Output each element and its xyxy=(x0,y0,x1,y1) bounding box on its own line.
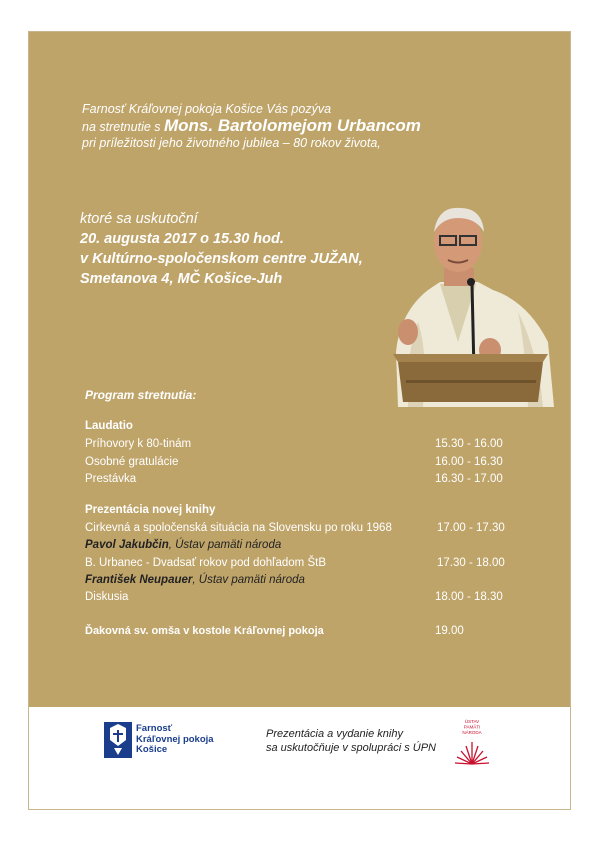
parish-crest-icon xyxy=(104,722,132,758)
program-title: Program stretnutia: xyxy=(85,388,197,402)
event-venue: v Kultúrno-spoločenskom centre JUŽAN, xyxy=(80,251,363,267)
upn-logo-line: PAMÄTI xyxy=(463,724,481,730)
program-item-label: Ďakovná sv. omša v kostole Kráľovnej pokoja xyxy=(85,625,324,637)
program-item-label: B. Urbanec - Dvadsať rokov pod dohľadom ŠtB xyxy=(85,557,326,569)
speaker-name: František Neupauer xyxy=(85,574,193,586)
program-row xyxy=(85,537,515,553)
program-row xyxy=(85,436,515,452)
parish-logo-line: Košice xyxy=(136,744,168,755)
upn-logo xyxy=(448,716,496,768)
program-item-label: Laudatio xyxy=(85,420,133,432)
program-item-time: 19.00 xyxy=(435,625,464,637)
program-row xyxy=(85,454,515,470)
program-row xyxy=(85,623,515,639)
program-item-label: Cirkevná a spoločenská situácia na Slovensku po roku 1968 xyxy=(85,522,392,534)
intro-line-1: Farnosť Kráľovnej pokoja Košice Vás pozýva xyxy=(82,102,332,116)
upn-flame-icon xyxy=(455,742,489,764)
program-row xyxy=(85,572,515,588)
event-date: 20. augusta 2017 o 15.30 hod. xyxy=(80,231,284,247)
speaker-org: , Ústav pamäti národa xyxy=(168,539,282,551)
program-item-time: 17.00 - 17.30 xyxy=(437,522,505,534)
footer-note-line-2: sa uskutočňuje v spolupráci s ÚPN xyxy=(266,742,436,754)
intro-line-2 xyxy=(82,115,552,136)
program-row xyxy=(85,555,515,571)
program-item-time: 15.30 - 16.00 xyxy=(435,438,503,450)
parish-logo-text xyxy=(136,724,214,756)
program-item-label: Prestávka xyxy=(85,473,137,485)
program-item-time: 17.30 - 18.00 xyxy=(437,557,505,569)
speaker-name: Pavol Jakubčin xyxy=(85,539,169,551)
program-row xyxy=(85,589,515,605)
program-item-label: Diskusia xyxy=(85,591,129,603)
intro-line-3: pri príležitosti jeho životného jubilea – 80 rokov života, xyxy=(82,136,381,150)
parish-logo-line: Farnosť xyxy=(136,723,173,734)
program-item-time: 16.00 - 16.30 xyxy=(435,456,503,468)
event-line-1: ktoré sa uskutoční xyxy=(80,211,198,227)
priest-portrait-image xyxy=(378,202,558,407)
event-address: Smetanova 4, MČ Košice-Juh xyxy=(80,271,283,287)
program-item-label: Príhovory k 80-tinám xyxy=(85,438,192,450)
speaker-org: , Ústav pamäti národa xyxy=(192,574,305,586)
program-item-time: 16.30 - 17.00 xyxy=(435,473,503,485)
program-item-label: Prezentácia novej knihy xyxy=(85,504,216,516)
footer-note-line-1: Prezentácia a vydanie knihy xyxy=(266,728,403,740)
upn-logo-line: ÚSTAV xyxy=(464,719,480,724)
program-row xyxy=(85,502,515,518)
program-row xyxy=(85,471,515,487)
intro-line-2-prefix: na stretnutie s xyxy=(82,119,164,134)
footer-note xyxy=(266,727,436,755)
guest-name: Mons. Bartolomejom Urbancom xyxy=(164,115,421,135)
program-row xyxy=(85,520,515,536)
program-speaker xyxy=(85,572,305,588)
program-speaker xyxy=(85,537,281,553)
invitation-intro xyxy=(82,101,552,152)
parish-logo-line: Kráľovnej pokoja xyxy=(136,733,214,745)
program-item-label: Osobné gratulácie xyxy=(85,456,179,468)
program-item-time: 18.00 - 18.30 xyxy=(435,591,503,603)
event-details xyxy=(80,209,410,289)
parish-logo xyxy=(104,722,214,763)
program-row xyxy=(85,418,515,434)
upn-logo-line: NÁRODA xyxy=(462,730,482,735)
